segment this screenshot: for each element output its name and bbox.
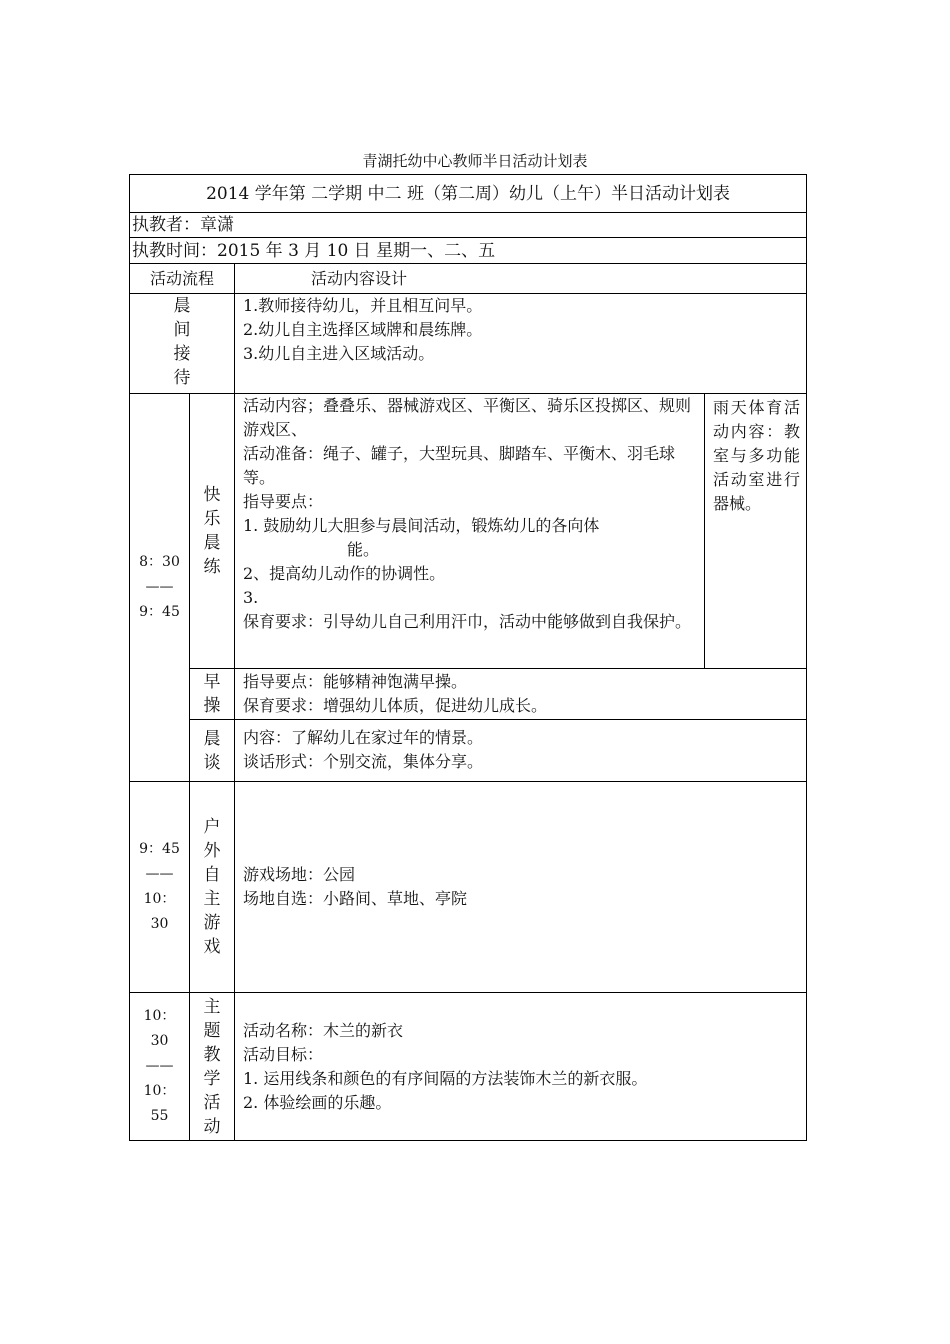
label-char: 自 bbox=[203, 865, 221, 885]
content-line: 保育要求：引导幼儿自己利用汗巾，活动中能够做到自我保护。 bbox=[243, 612, 692, 631]
column-header-process bbox=[130, 264, 235, 294]
content-line: 活动目标： bbox=[243, 1044, 324, 1064]
theme-teaching-label bbox=[190, 993, 235, 1141]
content-line: 活动名称：木兰的新衣 bbox=[243, 1020, 404, 1040]
label-char: 晨 bbox=[173, 296, 191, 316]
content-line: 2.幼儿自主选择区域牌和晨练牌。 bbox=[243, 320, 483, 339]
teacher-row bbox=[130, 213, 807, 238]
document-title: 青湖托幼中心教师半日活动计划表 bbox=[362, 152, 588, 170]
label-char: 游 bbox=[203, 913, 221, 933]
content-line: 2. 体验绘画的乐趣。 bbox=[243, 1092, 392, 1112]
time-slot-1 bbox=[130, 394, 190, 782]
activity-plan-table bbox=[129, 174, 807, 1141]
content-line: 1. 运用线条和颜色的有序间隔的方法装饰木兰的新衣服。 bbox=[243, 1068, 648, 1088]
content-line: 活动内容；叠叠乐、器械游戏区、平衡区、骑乐区投掷区、规则游戏区、 bbox=[243, 396, 692, 439]
label-char: 早 bbox=[203, 672, 221, 692]
time-slot-end: 10： bbox=[143, 1083, 176, 1099]
label-char: 操 bbox=[203, 696, 221, 716]
outdoor-game-content bbox=[235, 782, 807, 993]
content-line: 谈话形式：个别交流，集体分享。 bbox=[243, 752, 484, 771]
happy-exercise-label bbox=[190, 394, 235, 669]
time-slot-dash: —— bbox=[145, 579, 174, 595]
label-char: 题 bbox=[203, 1020, 221, 1041]
content-line: 内容：了解幼儿在家过年的情景。 bbox=[243, 728, 484, 747]
time-slot-start: 30 bbox=[150, 1033, 169, 1049]
content-line: 保育要求：增强幼儿体质，促进幼儿成长。 bbox=[243, 696, 548, 715]
theme-teaching-content bbox=[235, 993, 807, 1141]
rain-day-note bbox=[705, 394, 807, 669]
content-line: 1.教师接待幼儿，并且相互问早。 bbox=[243, 296, 483, 315]
time-slot-dash: —— bbox=[145, 866, 174, 882]
column-header-content-text: 活动内容设计 bbox=[311, 268, 408, 288]
morning-talk-content bbox=[235, 720, 807, 782]
time-slot-start: 10： bbox=[143, 1008, 176, 1024]
header-title-text: 2014 学年第 二学期 中二 班（第二周）幼儿（上午）半日活动计划表 bbox=[206, 183, 730, 204]
column-header-process-text: 活动流程 bbox=[149, 268, 214, 288]
time-slot-start: 8：30 bbox=[139, 554, 180, 570]
content-line: 游戏场地：公园 bbox=[243, 865, 356, 884]
morning-reception-content bbox=[235, 294, 807, 394]
content-line: 2、提高幼儿动作的协调性。 bbox=[243, 564, 446, 583]
teacher-text: 执教者：章潇 bbox=[132, 215, 234, 235]
rain-day-note-text: 雨天体育活动内容：教室与多功能活动室进行器械。 bbox=[713, 398, 801, 513]
label-char: 教 bbox=[203, 1044, 221, 1065]
table-header-title bbox=[130, 175, 807, 213]
label-char: 学 bbox=[203, 1068, 221, 1089]
label-char: 谈 bbox=[203, 752, 221, 773]
time-slot-end: 9：45 bbox=[139, 604, 180, 620]
time-slot-3 bbox=[130, 993, 190, 1141]
label-char: 快 bbox=[203, 485, 221, 505]
time-slot-end: 10： bbox=[143, 891, 176, 907]
label-char: 主 bbox=[203, 996, 221, 1017]
morning-talk-label bbox=[190, 720, 235, 782]
label-char: 活 bbox=[203, 1092, 221, 1113]
content-line: 3. bbox=[243, 588, 259, 607]
time-text: 执教时间：2015 年 3 月 10 日 星期一、二、五 bbox=[132, 240, 496, 261]
content-line: 指导要点： bbox=[243, 492, 324, 511]
time-slot-dash: —— bbox=[145, 1058, 174, 1074]
label-char: 戏 bbox=[203, 937, 221, 957]
label-char: 练 bbox=[203, 557, 221, 577]
label-char: 间 bbox=[173, 320, 191, 340]
content-line: 3.幼儿自主进入区域活动。 bbox=[243, 344, 435, 363]
label-char: 外 bbox=[203, 841, 221, 861]
label-char: 晨 bbox=[203, 728, 221, 749]
time-slot-end: 55 bbox=[150, 1108, 169, 1124]
time-row bbox=[130, 238, 807, 264]
happy-exercise-content bbox=[235, 394, 705, 669]
content-line: 能。 bbox=[347, 540, 380, 559]
label-char: 接 bbox=[173, 344, 191, 364]
morning-exercise-label bbox=[190, 669, 235, 720]
morning-reception-label bbox=[130, 294, 235, 394]
content-line: 指导要点：能够精神饱满早操。 bbox=[243, 672, 468, 691]
outdoor-game-label bbox=[190, 782, 235, 993]
morning-exercise-content bbox=[235, 669, 807, 720]
time-slot-end: 30 bbox=[150, 916, 169, 932]
content-line: 场地自选：小路间、草地、亭院 bbox=[243, 889, 468, 908]
content-line: 活动准备：绳子、罐子，大型玩具、脚踏车、平衡木、羽毛球等。 bbox=[243, 444, 676, 487]
label-char: 户 bbox=[203, 817, 221, 837]
label-char: 晨 bbox=[203, 533, 221, 553]
column-header-content bbox=[235, 264, 807, 294]
content-line: 1. 鼓励幼儿大胆参与晨间活动，锻炼幼儿的各向体 bbox=[243, 516, 600, 535]
label-char: 乐 bbox=[203, 509, 221, 529]
label-char: 主 bbox=[203, 889, 221, 909]
label-char: 动 bbox=[203, 1116, 221, 1137]
time-slot-start: 9：45 bbox=[139, 841, 180, 857]
time-slot-2 bbox=[130, 782, 190, 993]
label-char: 待 bbox=[173, 368, 191, 388]
